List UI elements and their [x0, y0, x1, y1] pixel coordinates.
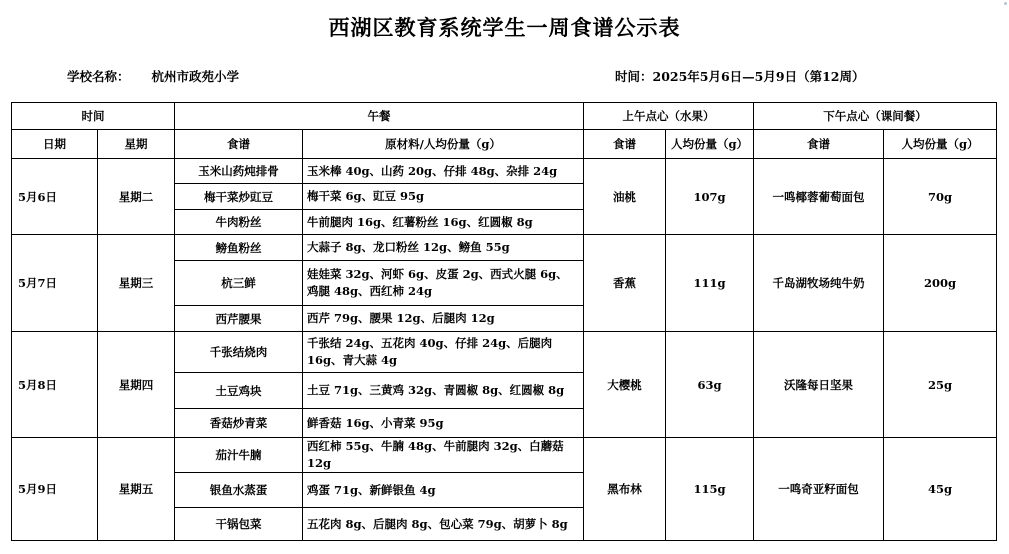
lunch-ingredients: 牛前腿肉 16g、红薯粉丝 16g、红圆椒 8g [303, 210, 584, 235]
am-snack-name: 油桃 [584, 159, 666, 235]
weekday-cell: 星期四 [98, 332, 175, 438]
lunch-dish-name: 梅干菜炒豇豆 [175, 184, 303, 210]
menu-row [12, 332, 997, 373]
weekly-menu-table [11, 102, 997, 541]
pm-snack-portion: 200g [884, 235, 997, 332]
lunch-ingredients: 玉米棒 40g、山药 20g、仔排 48g、杂排 24g [303, 159, 584, 184]
am-snack-portion: 115g [666, 438, 754, 541]
menu-row [12, 235, 997, 261]
header-am-snack-group: 上午点心（水果） [584, 103, 754, 130]
lunch-dish-name: 香菇炒青菜 [175, 409, 303, 438]
header-weekday: 星期 [98, 130, 175, 159]
header-pm-snack-group: 下午点心（课间餐） [754, 103, 997, 130]
lunch-ingredients: 土豆 71g、三黄鸡 32g、青圆椒 8g、红圆椒 8g [303, 373, 584, 409]
lunch-ingredients: 鲜香菇 16g、小青菜 95g [303, 409, 584, 438]
am-snack-name: 香蕉 [584, 235, 666, 332]
lunch-ingredients: 千张结 24g、五花肉 40g、仔排 24g、后腿肉 16g、青大蒜 4g [303, 332, 584, 373]
weekday-cell: 星期三 [98, 235, 175, 332]
pm-snack-portion: 25g [884, 332, 997, 438]
header-lunch-group: 午餐 [175, 103, 584, 130]
lunch-ingredients: 五花肉 8g、后腿肉 8g、包心菜 79g、胡萝卜 8g [303, 508, 584, 541]
lunch-ingredients: 大蒜子 8g、龙口粉丝 12g、鳑鱼 55g [303, 235, 584, 261]
group-header-row [12, 103, 997, 130]
lunch-dish-name: 土豆鸡块 [175, 373, 303, 409]
am-snack-portion: 63g [666, 332, 754, 438]
school-label: 学校名称： [67, 69, 130, 84]
school-value: 杭州市政苑小学 [151, 69, 240, 84]
lunch-ingredients: 鸡蛋 71g、新鲜银鱼 4g [303, 473, 584, 508]
window-corner-dot [1004, 2, 1007, 5]
header-time-group: 时间 [12, 103, 175, 130]
pm-snack-name: 千岛湖牧场纯牛奶 [754, 235, 884, 332]
header-am-dish: 食谱 [584, 130, 666, 159]
school-name [67, 67, 239, 85]
lunch-dish-name: 玉米山药炖排骨 [175, 159, 303, 184]
date-cell: 5月8日 [12, 332, 98, 438]
weekday-cell: 星期五 [98, 438, 175, 541]
lunch-dish-name: 干锅包菜 [175, 508, 303, 541]
menu-row [12, 438, 997, 473]
lunch-dish-name: 茄汁牛腩 [175, 438, 303, 473]
date-cell: 5月7日 [12, 235, 98, 332]
lunch-dish-name: 西芹腰果 [175, 306, 303, 332]
lunch-ingredients: 梅干菜 6g、豇豆 95g [303, 184, 584, 210]
header-pm-dish: 食谱 [754, 130, 884, 159]
header-am-portion: 人均份量（g） [666, 130, 754, 159]
am-snack-name: 黑布林 [584, 438, 666, 541]
lunch-dish-name: 杭三鲜 [175, 261, 303, 306]
lunch-ingredients: 娃娃菜 32g、河虾 6g、皮蛋 2g、西式火腿 6g、鸡腿 48g、西红柿 24g [303, 261, 584, 306]
header-lunch-ingredients: 原材料/人均份量（g） [303, 130, 584, 159]
lunch-dish-name: 银鱼水蒸蛋 [175, 473, 303, 508]
menu-row [12, 159, 997, 184]
pm-snack-portion: 70g [884, 159, 997, 235]
lunch-dish-name: 鳑鱼粉丝 [175, 235, 303, 261]
header-date: 日期 [12, 130, 98, 159]
header-pm-portion: 人均份量（g） [884, 130, 997, 159]
am-snack-portion: 111g [666, 235, 754, 332]
pm-snack-name: 沃隆每日坚果 [754, 332, 884, 438]
date-cell: 5月6日 [12, 159, 98, 235]
lunch-dish-name: 千张结烧肉 [175, 332, 303, 373]
lunch-dish-name: 牛肉粉丝 [175, 210, 303, 235]
am-snack-portion: 107g [666, 159, 754, 235]
pm-snack-portion: 45g [884, 438, 997, 541]
page-title: 西湖区教育系统学生一周食谱公示表 [328, 15, 681, 40]
lunch-ingredients: 西芹 79g、腰果 12g、后腿肉 12g [303, 306, 584, 332]
weekday-cell: 星期二 [98, 159, 175, 235]
column-header-row [12, 130, 997, 159]
am-snack-name: 大樱桃 [584, 332, 666, 438]
pm-snack-name: 一鸣奇亚籽面包 [754, 438, 884, 541]
pm-snack-name: 一鸣椰蓉葡萄面包 [754, 159, 884, 235]
header-lunch-dish: 食谱 [175, 130, 303, 159]
date-cell: 5月9日 [12, 438, 98, 541]
lunch-ingredients: 西红柿 55g、牛腩 48g、牛前腿肉 32g、白蘑菇 12g [303, 438, 584, 473]
week-time-range: 时间：2025年5月6日—5月9日（第12周） [615, 69, 865, 84]
